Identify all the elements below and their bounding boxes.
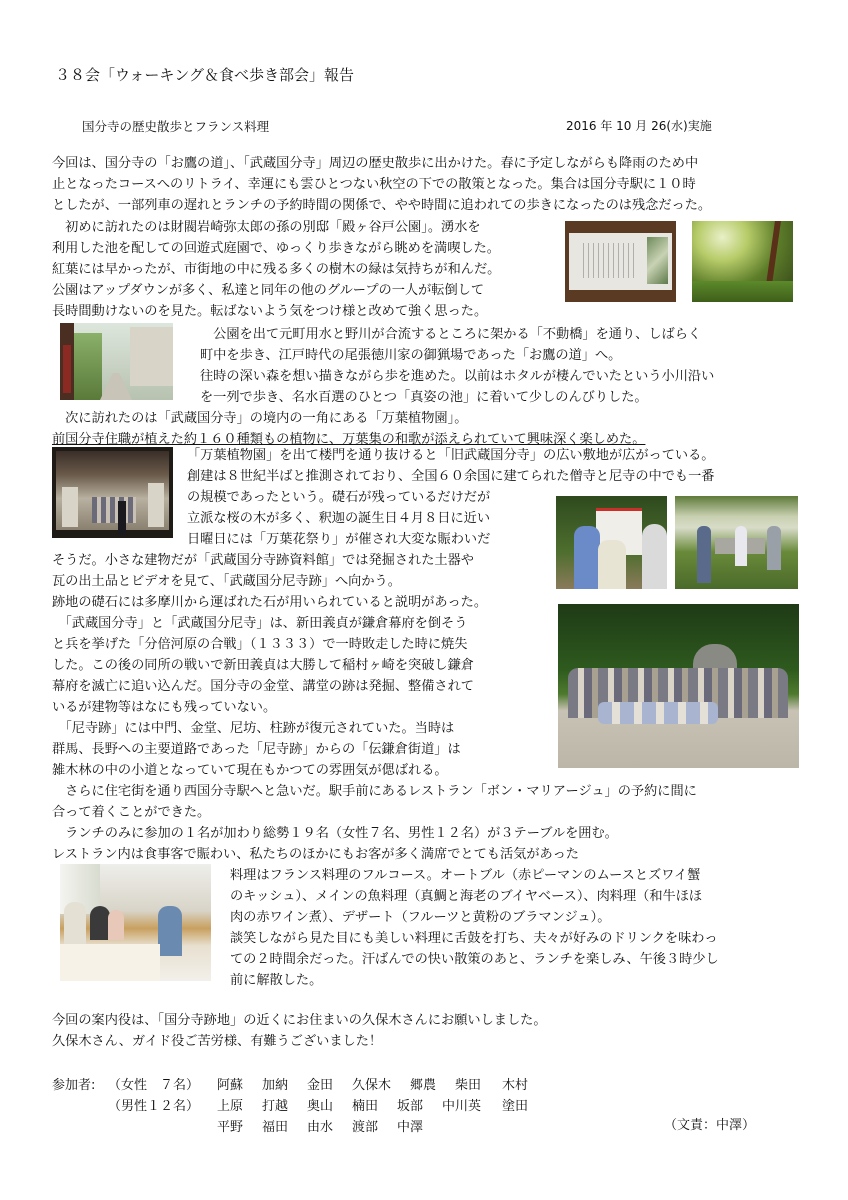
participant-name: 渡部	[352, 1120, 379, 1135]
participant-name: 中川英	[442, 1099, 482, 1114]
report-subtitle: 国分寺の歴史散歩とフランス料理	[82, 119, 270, 134]
participant-name: 楠田	[352, 1099, 379, 1114]
park-line: 利用した池を配しての回遊式庭園で、ゆっくり歩きながら眺めを満喫した。	[52, 241, 500, 256]
participant-name: 阿蘇	[217, 1078, 244, 1093]
participant-name: 塗田	[502, 1099, 529, 1114]
photo-group-stone	[558, 604, 799, 768]
restaurant-line: さらに住宅街を通り西国分寺駅へと急いだ。駅手前にあるレストラン「ボン・マリアージュ」の予約に間に	[52, 784, 697, 799]
participant-name: 平野	[217, 1120, 244, 1135]
history-line: した。この後の同所の戦いで新田義貞は大勝して稲村ヶ崎を突破し鎌倉	[52, 658, 474, 673]
amadera-line: 「尼寺跡」には中門、金堂、尼坊、柱跡が復元されていた。当時は	[52, 721, 455, 736]
history-line: いるが建物等はなにも残っていない。	[52, 700, 277, 715]
participant-name: 坂部	[397, 1099, 424, 1114]
photo-park-signboard	[565, 221, 676, 302]
otaka-line: 公園を出て元町用水と野川が合流するところに架かる「不動橋」を通り、しばらく	[200, 327, 702, 342]
otaka-line: 往時の深い森を想い描きながら歩を進めた。以前はホタルが棲んでいたという小川沿い	[200, 369, 715, 384]
photo-park-forest	[692, 221, 793, 302]
participant-name: 久保木	[352, 1078, 392, 1093]
participant-name: 打越	[262, 1099, 289, 1114]
report-title: ３８会「ウォーキング＆食べ歩き部会」報告	[55, 66, 354, 84]
photo-restaurant	[60, 864, 211, 981]
photo-otaka-path	[60, 323, 173, 400]
amadera-line: 雑木林の中の小道となっていて現在もかつての雰囲気が偲ばれる。	[52, 763, 448, 778]
lunch-line: 料理はフランス料理のフルコース。オートブル（赤ピーマンのムースとズワイ蟹	[230, 868, 701, 883]
participant-name: 木村	[502, 1078, 529, 1093]
participant-name: 由水	[307, 1120, 334, 1135]
lunch-line: 前に解散した。	[230, 973, 323, 988]
manyo-line: 次に訪れたのは「武蔵国分寺」の境内の一角にある「万葉植物園」。	[52, 411, 468, 426]
author-credit: （文責：中澤）	[664, 1118, 756, 1133]
park-line: 長時間動けないのを見た。転ばないよう気をつけ様と改めて強く思った。	[52, 304, 488, 319]
photo-group-at-bench	[675, 496, 798, 589]
restaurant-line: 合って着くことができた。	[52, 805, 211, 820]
intro-line: 止となったコースへのリトライ、幸運にも雲ひとつない秋空の下での散策となった。集合は国分寺駅に１０時	[52, 177, 696, 192]
history-line: と兵を挙げた「分倍河原の合戦」（１３３３）で一時敗走した時に焼失	[52, 637, 468, 652]
intro-line: としたが、一部列車の遅れとランチの予約時間の関係で、やや時間に追われての歩きになったのは残念だった。	[52, 198, 712, 213]
park-line: 公園はアップダウンが多く、私達と同年の他のグループの一人が転倒して	[52, 283, 485, 298]
history-line: 「武蔵国分寺」と「武蔵国分尼寺」は、新田義貞が鎌倉幕府を倒そう	[52, 616, 468, 631]
participant-name: 奥山	[307, 1099, 334, 1114]
kokubunji-line: 創建は８世紀半ばと推測されており、全国６０余国に建てられた僧寺と尼寺の中でも一番	[187, 469, 715, 484]
event-date: 2016 年 10 月 26(水)実施	[566, 119, 712, 133]
restaurant-line: レストラン内は食事客で賑わい、私たちのほかにもお客が多く満席でとても活気があった	[52, 847, 579, 862]
otaka-line: を一列で歩き、名水百選のひとつ「真姿の池」に着いて少しのんびりした。	[200, 390, 648, 405]
participants-label: 参加者:	[52, 1078, 96, 1093]
lunch-line: ての２時間余だった。汗ばんでの快い散策のあと、ランチを楽しみ、午後３時少し	[230, 952, 719, 967]
history-line: 幕府を滅亡に追い込んだ。国分寺の金堂、講堂の跡は発掘、整備されて	[52, 679, 474, 694]
intro-line: 今回は、国分寺の「お鷹の道」、「武蔵国分寺」周辺の歴史散歩に出かけた。春に予定しながらも降雨のため中	[52, 156, 699, 171]
lunch-line: のキッシュ）、メインの魚料理（真鯛と海老のブイヤベース）、肉料理（和牛ほほ	[230, 889, 703, 904]
otaka-line: 町中を歩き、江戸時代の尾張徳川家の御猟場であった「お鷹の道」へ。	[200, 348, 622, 363]
participant-name: 金田	[307, 1078, 334, 1093]
men-label: （男性１２名）	[108, 1099, 200, 1114]
participant-name: 福田	[262, 1120, 289, 1135]
participant-name: 中澤	[397, 1120, 424, 1135]
park-line: 紅葉には早かったが、市街地の中に残る多くの樹木の緑は気持ちが和んだ。	[52, 262, 501, 277]
kokubunji-line: 「万葉植物園」を出て楼門を通り抜けると「旧武蔵国分寺」の広い敷地が広がっている。	[187, 448, 715, 463]
participant-name: 加納	[262, 1078, 289, 1093]
participant-name: 郷農	[410, 1078, 437, 1093]
participant-name: 柴田	[455, 1078, 482, 1093]
guide-line: 今回の案内役は、「国分寺跡地」の近くにお住まいの久保木さんにお願いしました。	[52, 1013, 547, 1028]
kokubunji-line: 跡地の礎石には多摩川から運ばれた石が用いられていると説明があった。	[52, 595, 488, 610]
kokubunji-line: の規模であったという。礎石が残っているだけだが	[187, 490, 491, 505]
restaurant-line: ランチのみに参加の１名が加わり総勢１９名（女性７名、男性１２名）が３テーブルを囲む。	[52, 826, 618, 841]
photo-temple-gate	[52, 447, 173, 538]
kokubunji-line: 立派な桜の木が多く、釈迦の誕生日４月８日に近い	[187, 511, 491, 526]
manyo-line: 前国分寺住職が植えた約１６０種類もの植物に、万葉集の和歌が添えられていて興味深く楽しめた。	[52, 432, 646, 447]
kokubunji-line: 日曜日には「万葉花祭り」が催され大変な賑わいだ	[187, 532, 491, 547]
park-line: 初めに訪れたのは財閥岩崎弥太郎の孫の別邸「殿ヶ谷戸公園」。湧水を	[52, 220, 481, 235]
guide-line: 久保木さん、ガイド役ご苦労様、有難うございました！	[52, 1034, 383, 1049]
lunch-line: 談笑しながら見た目にも美しい料理に舌鼓を打ち、夫々が好みのドリンクを味わっ	[230, 931, 718, 946]
women-label: （女性 ７名）	[108, 1078, 200, 1093]
participant-name: 上原	[217, 1099, 244, 1114]
kokubunji-line: 瓦の出土品とビデオを見て、「武蔵国分尼寺跡」へ向かう。	[52, 574, 401, 589]
photo-group-at-sign	[556, 496, 667, 589]
lunch-line: 肉の赤ワイン煮）、デザート（フルーツと黄粉のブラマンジュ）。	[230, 910, 611, 925]
kokubunji-line: そうだ。小さな建物だが「武蔵国分寺跡資料館」では発掘された土器や	[52, 553, 474, 568]
amadera-line: 群馬、長野への主要道路であった「尼寺跡」からの「伝鎌倉街道」は	[52, 742, 461, 757]
